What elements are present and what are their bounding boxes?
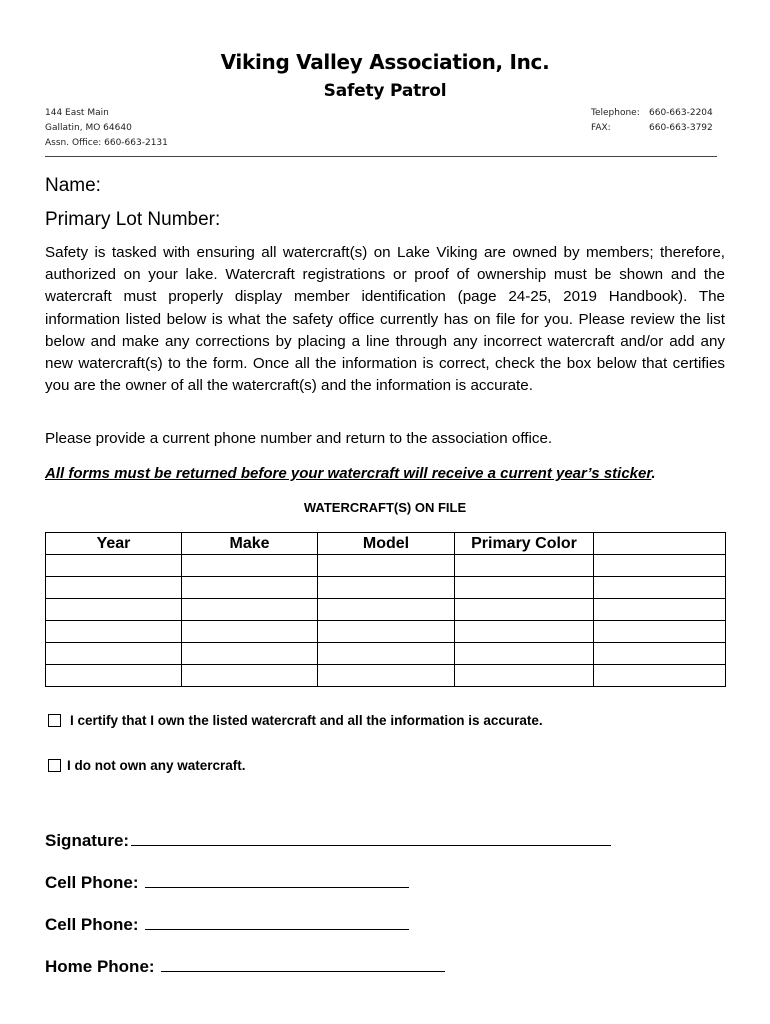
address-block <box>45 106 168 151</box>
watercraft-table <box>45 532 726 687</box>
table-cell[interactable] <box>182 665 318 687</box>
table-caption: WATERCRAFT(S) ON FILE <box>303 500 467 515</box>
cell-phone-label: Cell Phone: <box>45 873 139 892</box>
table-cell[interactable] <box>46 643 182 665</box>
provide-phone-text: Please provide a current phone number and return to the association office. <box>45 430 553 447</box>
table-cell[interactable] <box>455 643 594 665</box>
table-cell[interactable] <box>46 621 182 643</box>
table-row <box>46 577 726 599</box>
column-header-year: Year <box>46 533 182 555</box>
table-cell[interactable] <box>455 555 594 577</box>
return-notice <box>45 464 656 484</box>
signature-field[interactable] <box>45 829 611 851</box>
column-header-model: Model <box>318 533 455 555</box>
table-cell[interactable] <box>455 621 594 643</box>
table-row <box>46 643 726 665</box>
table-row <box>46 555 726 577</box>
return-notice-period: . <box>651 465 656 482</box>
table-row <box>46 665 726 687</box>
cell-phone-line[interactable] <box>145 871 409 888</box>
table-cell[interactable] <box>182 621 318 643</box>
table-row <box>46 621 726 643</box>
table-header-row <box>46 533 726 555</box>
table-cell[interactable] <box>594 643 726 665</box>
no-watercraft-checkbox[interactable] <box>48 759 61 772</box>
table-cell[interactable] <box>594 665 726 687</box>
home-phone-field[interactable] <box>45 955 445 977</box>
column-header-make: Make <box>182 533 318 555</box>
column-header-blank <box>594 533 726 555</box>
no-watercraft-option[interactable] <box>48 758 246 773</box>
address-line: 144 East Main <box>45 108 109 118</box>
table-cell[interactable] <box>594 621 726 643</box>
table-cell[interactable] <box>455 665 594 687</box>
telephone-value: 660-663-2204 <box>649 108 713 118</box>
header-divider <box>45 156 717 157</box>
table-cell[interactable] <box>594 599 726 621</box>
organization-title: Viking Valley Association, Inc. <box>220 50 550 74</box>
table-cell[interactable] <box>46 665 182 687</box>
table-cell[interactable] <box>182 599 318 621</box>
cell-phone-field-2[interactable] <box>45 913 409 935</box>
column-header-primary-color: Primary Color <box>455 533 594 555</box>
no-watercraft-label: I do not own any watercraft. <box>67 758 246 773</box>
instructions-paragraph: Safety is tasked with ensuring all watercraft(s) on Lake Viking are owned by members; therefore, authorized on your lake. Watercraft registrations or proof of ownership must be shown and the watercraft must properly display member identification (page 24-25, 2019 Handbook). The information listed below is what the safety office currently has on file for you. Please review the list below and make any corrections by placing a line through any incorrect watercraft and/or add any new watercraft(s) to the form. Once all the information is correct, check the box below that certifies you are the owner of all the watercraft(s) and the information is accurate. <box>45 244 725 395</box>
table-cell[interactable] <box>182 643 318 665</box>
signature-label: Signature: <box>45 831 130 850</box>
cell-phone-label: Cell Phone: <box>45 915 139 934</box>
table-cell[interactable] <box>46 577 182 599</box>
table-cell[interactable] <box>318 643 455 665</box>
table-cell[interactable] <box>594 577 726 599</box>
address-line: Gallatin, MO 64640 <box>45 123 132 133</box>
fax-label: FAX: <box>591 123 611 133</box>
table-cell[interactable] <box>318 577 455 599</box>
home-phone-line[interactable] <box>161 955 445 972</box>
table-cell[interactable] <box>318 665 455 687</box>
table-cell[interactable] <box>318 621 455 643</box>
table-cell[interactable] <box>46 555 182 577</box>
cell-phone-field-1[interactable] <box>45 871 409 893</box>
name-label: Name: <box>45 175 101 196</box>
table-row <box>46 599 726 621</box>
certify-option[interactable] <box>48 713 543 728</box>
table-cell[interactable] <box>455 599 594 621</box>
table-cell[interactable] <box>182 577 318 599</box>
contact-block <box>591 106 713 136</box>
address-line: Assn. Office: 660-663-2131 <box>45 138 168 148</box>
table-cell[interactable] <box>318 599 455 621</box>
table-cell[interactable] <box>182 555 318 577</box>
table-cell[interactable] <box>46 599 182 621</box>
home-phone-label: Home Phone: <box>45 957 155 976</box>
signature-line[interactable] <box>131 829 611 846</box>
certify-checkbox[interactable] <box>48 714 61 727</box>
primary-lot-label: Primary Lot Number: <box>45 209 221 230</box>
department-subtitle: Safety Patrol <box>323 81 447 101</box>
fax-value: 660-663-3792 <box>649 123 713 133</box>
cell-phone-line[interactable] <box>145 913 409 930</box>
table-cell[interactable] <box>594 555 726 577</box>
telephone-label: Telephone: <box>591 108 640 118</box>
table-cell[interactable] <box>455 577 594 599</box>
return-notice-text: All forms must be returned before your watercraft will receive a current year’s sticker <box>45 465 652 482</box>
table-cell[interactable] <box>318 555 455 577</box>
certify-label: I certify that I own the listed watercraft and all the information is accurate. <box>70 713 543 728</box>
